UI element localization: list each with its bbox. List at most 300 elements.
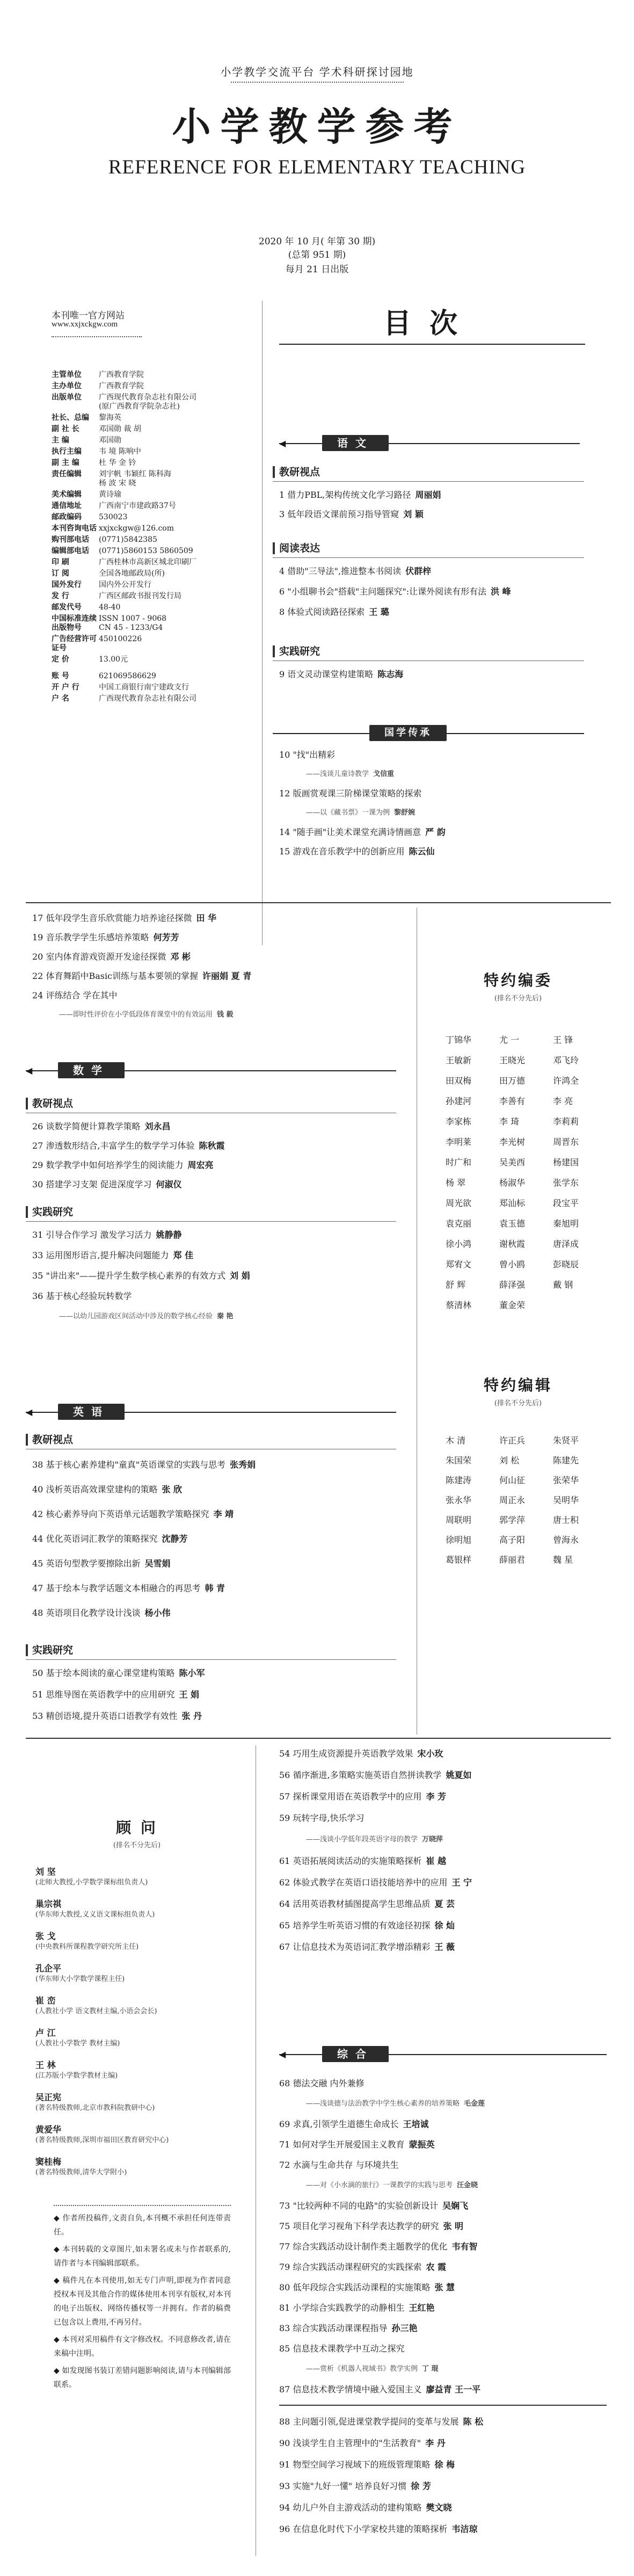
info-key: 国外发行 (52, 580, 82, 589)
toc-entry-author: 刘 颖 (403, 509, 424, 519)
toc-entry[interactable] (279, 2524, 477, 2535)
toc-entry[interactable] (279, 2119, 429, 2130)
issue-schedule: 每月 21 日出版 (285, 264, 349, 275)
info-value: 韦 境 陈响中 (99, 447, 141, 456)
advisor-desc: (华东师大教授,义义语文课标组负责人) (35, 1911, 155, 1919)
toc-entry[interactable] (279, 2160, 399, 2171)
toc-entry[interactable] (32, 952, 191, 962)
name-row (446, 1156, 596, 1168)
toc-entry[interactable] (279, 2323, 417, 2334)
person-name: 袁玉德 (499, 1218, 526, 1229)
person-name: 周正永 (499, 1495, 526, 1505)
arrow-icon: ◀ (26, 1407, 33, 1417)
toc-entry[interactable] (279, 2343, 404, 2354)
info-row (52, 371, 256, 380)
advisor-name: 张 戈 (35, 1931, 56, 1941)
name-row (446, 1278, 596, 1290)
toc-entry-title: 93 实施"九好一懂" 培养良好习惯 (279, 2481, 407, 2491)
info-row (52, 683, 256, 692)
toc-entry[interactable] (279, 1920, 455, 1931)
person-name: 刘 松 (499, 1455, 520, 1465)
toc-entry-author: 陈云仙 (409, 846, 435, 857)
copyright-notes (54, 2211, 231, 2395)
toc-entry-author: 沈静芳 (162, 1534, 188, 1544)
toc-entry-author: 王 璐 (369, 607, 389, 617)
toc-entry-author: 孙三艳 (391, 2323, 418, 2333)
toc-entry-title: 40 浅析英语高效课堂建构的策略 (32, 1484, 158, 1494)
info-row (52, 547, 256, 556)
person-name: 王 锋 (553, 1035, 573, 1045)
info-row (52, 569, 256, 578)
arrow-icon: ◀ (279, 2049, 286, 2059)
toc-entry-author: 戈信重 (373, 770, 395, 778)
toc-entry-author: 汪金晓 (457, 2181, 478, 2189)
toc-entry-author: 王 娟 (179, 1689, 200, 1700)
info-key: 美术编辑 (52, 490, 82, 499)
info-key: 订 阅 (52, 569, 69, 578)
toc-entry[interactable] (32, 1583, 225, 1594)
name-row (446, 1553, 596, 1565)
toc-entry-author: 张 明 (443, 2221, 464, 2231)
toc-entry[interactable] (279, 2481, 431, 2492)
info-row (52, 524, 256, 533)
info-key: 副 主 编 (52, 459, 79, 467)
info-key: 发 行 (52, 592, 69, 600)
info-value: xxjxckgw@126.com (99, 524, 174, 533)
advisor (35, 2092, 245, 2114)
sub-head-sx-1: 教研视点 (26, 1094, 396, 1113)
toc-entry[interactable] (279, 1877, 472, 1888)
person-name: 许鸿全 (553, 1076, 579, 1086)
toc-entry[interactable] (279, 1813, 365, 1824)
toc-entry-author: 李 丹 (425, 2438, 446, 2448)
toc-entry-title: 19 音乐教学学生乐感培养策略 (32, 932, 149, 942)
info-value: 广西现代教育杂志社有限公司 (原广西教育学院杂志社) (99, 393, 196, 411)
column-divider (262, 301, 263, 945)
advisor-desc: (人教社小学数学 教材主编) (35, 2040, 120, 2048)
toc-entry-title: 80 低年段综合实践活动课程的实施策略 (279, 2282, 431, 2292)
sub-head-sx-2: 实践研究 (26, 1203, 396, 1222)
name-row (446, 1533, 596, 1545)
toc-entry[interactable] (32, 1668, 205, 1679)
info-row (52, 580, 256, 590)
sub-head-yw-3: 实践研究 (273, 642, 584, 661)
toc-entry-title: 4 借助"三导法",推进整本书阅读 (279, 566, 402, 576)
toc-entry-author: 李 靖 (213, 1509, 234, 1519)
toc-entry-title: 62 体验式教学在英语口语技能培养中的应用 (279, 1877, 448, 1888)
toc-entry-title: ——赏析《机器人视域书》教学实例 (306, 2365, 418, 2373)
toc-entry[interactable] (279, 2078, 365, 2089)
toc-entry[interactable] (32, 1509, 234, 1520)
toc-entry[interactable] (279, 586, 511, 597)
info-value: 621069586629 (99, 672, 156, 680)
person-name: 田万德 (499, 1076, 526, 1086)
info-row (52, 413, 256, 423)
toc-entry[interactable] (279, 2139, 434, 2150)
toc-entry[interactable] (32, 1230, 182, 1240)
toc-entry-title: 24 评练结合 学在其中 (32, 990, 118, 1000)
toc-entry-title: 20 室内体育游戏资源开发途径探微 (32, 952, 166, 962)
info-value: 13.00元 (99, 655, 128, 664)
person-name: 郑宥文 (446, 1259, 472, 1269)
toc-entry-author: 夏 芸 (434, 1899, 455, 1909)
person-name: 孙建河 (446, 1096, 472, 1106)
person-name: 王晓光 (499, 1055, 526, 1065)
person-name: 徐小鸿 (446, 1239, 472, 1249)
toc-entry-title: 3 低年段语文课前预习指导管窥 (279, 509, 399, 519)
person-name: 周光欲 (446, 1198, 472, 1208)
name-row (446, 1237, 596, 1250)
person-name: 彭晓辰 (553, 1259, 579, 1269)
toc-entry[interactable] (279, 2241, 477, 2252)
advisor-desc: (中央教科所课程教学研究所主任) (35, 1943, 139, 1951)
toc-entry[interactable] (279, 2221, 463, 2232)
toc-entry-author: 樊文晓 (426, 2502, 452, 2513)
person-name: 李 琦 (499, 1116, 520, 1127)
info-row (52, 672, 256, 681)
toc-entry[interactable] (306, 1834, 443, 1845)
toc-entry-author: 周宏亮 (187, 1160, 214, 1170)
person-name: 杨建国 (553, 1157, 579, 1167)
toc-entry[interactable] (279, 750, 335, 760)
toc-entry[interactable] (32, 1460, 256, 1470)
toc-entry[interactable] (279, 607, 389, 618)
toc-entry-title: 22 体育舞蹈中Basic训练与基本要领的掌握 (32, 971, 199, 981)
name-row (446, 1513, 596, 1526)
toc-entry-title: 53 精创语境,提升英语口语教学有效性 (32, 1711, 178, 1721)
toc-entry-title: 50 基于绘本阅读的童心课堂建构策略 (32, 1668, 175, 1678)
website-label: 本刊唯一官方网站 (52, 310, 125, 321)
advisor (35, 1899, 245, 1920)
toc-entry[interactable] (32, 971, 251, 982)
toc-entry[interactable] (306, 769, 394, 780)
info-value: 广西南宁市建政路37号 (99, 502, 176, 510)
toc-entry-title: 77 综合实践活动设计制作类主题教学的优化 (279, 2241, 448, 2252)
name-row (446, 1054, 596, 1066)
toc-entry-title: 48 英语项目化教学设计浅谈 (32, 1608, 141, 1618)
toc-entry-author: 徐 梅 (434, 2459, 455, 2470)
name-row (446, 1196, 596, 1209)
toc-entry-author: 钱 毅 (217, 1011, 234, 1019)
note-paragraph: ◆ 本刊对采用稿件有文字修改权。不同意修改者,请在来稿中注明。 (54, 2335, 231, 2358)
info-value: 450100226 (99, 635, 142, 643)
toc-entry[interactable] (32, 1271, 250, 1281)
toc-entry-title: 54 巧用生成资源提升英语教学效果 (279, 1748, 413, 1759)
toc-entry[interactable] (279, 2438, 446, 2449)
advisor (35, 1931, 245, 1953)
toc-entry-author: 王红艳 (409, 2303, 435, 2313)
person-name: 吴明华 (553, 1495, 579, 1505)
toc-entry-title: 29 数学教学中如何培养学生的阅读能力 (32, 1160, 184, 1170)
person-name: 陈建先 (553, 1455, 579, 1465)
toc-entry-title: 64 活用英语教材插图提高学生思维品质 (279, 1899, 431, 1909)
name-row (446, 1135, 596, 1148)
info-value: 邓国勋 裁 胡 (99, 425, 141, 433)
person-name: 袁克丽 (446, 1218, 472, 1229)
toc-entry[interactable] (279, 2201, 468, 2211)
toc-entry-author: 廖益青 王一平 (426, 2384, 481, 2394)
slogan: 小学教学交流平台 学术科研探讨园地 (220, 66, 414, 78)
advisor-desc: (江苏版小学数学教材主编) (35, 2072, 118, 2080)
toc-entry[interactable] (279, 2417, 483, 2427)
toc-entry-author: 陈小军 (179, 1668, 205, 1678)
note-paragraph: ◆ 如发现图书装订差错问题影响阅读,请与本刊编辑部联系。 (54, 2367, 231, 2389)
toc-entry-author: 张秀娟 (230, 1460, 256, 1470)
toc-entry-author: 秦 艳 (217, 1312, 234, 1320)
person-name: 李 亮 (553, 1096, 573, 1106)
toc-entry[interactable] (32, 913, 216, 924)
toc-entry[interactable] (279, 1856, 446, 1867)
toc-entry[interactable] (32, 1250, 193, 1261)
advisor-desc: (著名特级教师,深圳市福田区教育研究中心) (35, 2136, 169, 2144)
toc-entry-author: 杨小伟 (144, 1608, 171, 1618)
info-value: 黄诗瑜 (99, 490, 121, 499)
person-name: 杨 翠 (446, 1178, 466, 1188)
toc-entry[interactable] (279, 566, 431, 577)
name-row (446, 1493, 596, 1506)
toc-entry-title: 17 低年段学生音乐欣赏能力培养途径探微 (32, 913, 192, 923)
page-divider (26, 902, 611, 903)
toc-entry[interactable] (32, 1179, 182, 1190)
toc-entry-title: ——以《藏书票》一课为例 (306, 809, 390, 817)
toc-entry[interactable] (32, 1484, 182, 1495)
person-name: 郑汕标 (499, 1198, 526, 1208)
toc-entry-title: 75 项目化学习视角下科学表达教学的研究 (279, 2221, 439, 2231)
info-row (52, 393, 256, 411)
slogan-divider (231, 82, 404, 83)
toc-entry[interactable] (32, 1121, 170, 1132)
toc-entry-title: ——对《小水滴的旅行》一课教学的实践与思考 (306, 2181, 453, 2189)
toc-entry[interactable] (59, 1010, 234, 1020)
toc-entry-author: 王 宁 (451, 1877, 472, 1888)
advisor-name: 王 林 (35, 2060, 56, 2070)
editors-note: (排名不分先后) (494, 995, 542, 1003)
info-key: 购刊部电话 (52, 535, 89, 544)
toc-entry-title: ——浅谈儿童诗教学 (306, 770, 369, 778)
toc-entry-title: 10 "找"出精彩 (279, 750, 336, 760)
website-url[interactable]: www.xxjxckgw.com (52, 320, 118, 329)
info-value: 48-40 (99, 603, 121, 612)
section-label: 语文 (322, 435, 389, 451)
toc-entry-title: 51 思维导图在英语教学中的应用研究 (32, 1689, 175, 1700)
person-name: 朱贤平 (553, 1435, 579, 1446)
toc-entry[interactable] (279, 1748, 443, 1759)
section-label: 综合 (322, 2046, 389, 2062)
toc-entry-author: 张 丹 (181, 1711, 202, 1721)
info-key: 中国标准连续出版物号 (52, 614, 97, 632)
advisor-name: 巢宗祺 (35, 1899, 62, 1909)
person-name: 高子阳 (499, 1535, 526, 1545)
toc-entry-title: 31 引导合作学习 激发学习活力 (32, 1230, 152, 1240)
toc-entry[interactable] (59, 1311, 234, 1322)
advisors-title: 顾 问 (116, 1819, 158, 1837)
name-row (446, 1074, 596, 1086)
info-key: 主管单位 (52, 371, 82, 379)
toc-entry[interactable] (279, 1942, 455, 1953)
toc-entry[interactable] (279, 490, 441, 500)
toc-entry[interactable] (279, 669, 403, 680)
toc-entry-author: 姚夏如 (446, 1770, 472, 1780)
info-row (52, 436, 256, 445)
person-name: 葛银样 (446, 1555, 472, 1565)
toc-entry[interactable] (279, 2459, 455, 2470)
toc-entry[interactable] (279, 2303, 434, 2313)
advisor (35, 2028, 245, 2049)
toc-entry-author: 郑 佳 (173, 1250, 194, 1260)
toc-entry[interactable] (306, 2364, 439, 2375)
toc-entry-author: 刘永昌 (144, 1121, 171, 1131)
name-row (446, 1094, 596, 1107)
info-value: ISSN 1007 - 9068 CN 45 - 1233/G4 (99, 614, 167, 632)
toc-entry-title: 68 德法交融 内外兼修 (279, 2078, 365, 2088)
toc-entry-title: 83 综合实践活动课课程指导 (279, 2323, 388, 2333)
sub-head-yy-2: 实践研究 (26, 1641, 396, 1660)
info-row (52, 459, 256, 468)
toc-entry[interactable] (306, 2180, 478, 2191)
info-row (52, 425, 256, 434)
toc-entry-title: 30 搭建学习支架 促进深度学习 (32, 1179, 152, 1189)
person-name: 戴 钢 (553, 1280, 573, 1290)
toc-entry[interactable] (279, 509, 424, 520)
advisor (35, 2157, 245, 2178)
toc-entry[interactable] (279, 788, 421, 799)
person-name: 段宝平 (553, 1198, 579, 1208)
note-paragraph: ◆ 作者所投稿件,文责自负,本刊概不承担任何连带责任。 (54, 2214, 231, 2237)
toc-entry[interactable] (32, 1534, 187, 1544)
toc-entry-title: ——浅谈小学低年段英语字母的教学 (306, 1835, 418, 1844)
toc-entry-title: 42 核心素养导向下英语单元话题教学策略探究 (32, 1509, 209, 1519)
toc-entry-author: 严 韵 (425, 827, 446, 837)
toc-entry-author: 洪 峰 (491, 586, 511, 597)
toc-entry[interactable] (279, 1791, 446, 1802)
toc-entry-title: 27 渗透数形结合,丰富学生的数学学习体验 (32, 1141, 195, 1151)
toc-entry[interactable] (279, 827, 446, 838)
person-name: 许正兵 (499, 1435, 526, 1446)
toc-entry[interactable] (32, 1558, 170, 1569)
person-name: 魏 星 (553, 1555, 573, 1565)
info-row (52, 470, 256, 488)
toc-entry-author: 宋小玫 (417, 1748, 443, 1759)
toc-entry[interactable] (279, 2384, 480, 2395)
info-row (52, 558, 256, 567)
toc-entry-author: 刘 娟 (230, 1271, 250, 1281)
toc-entry[interactable] (32, 1711, 202, 1722)
info-row (52, 592, 256, 601)
toc-entry-title: ——即时性评价在小学低段体育课堂中的有效运用 (59, 1011, 213, 1019)
advisor (35, 1963, 245, 1985)
toc-entry[interactable] (32, 932, 179, 943)
toc-entry[interactable] (306, 808, 415, 818)
advisor-name: 吴正宪 (35, 2092, 62, 2102)
advisor-name: 卢 江 (35, 2028, 56, 2038)
person-name: 秦旭明 (553, 1218, 579, 1229)
info-row (52, 502, 256, 511)
toc-entry-title: 12 版画赏观课三阶梯课堂策略的探索 (279, 788, 422, 799)
toc-entry-author: 徐 灿 (434, 1920, 455, 1931)
info-row (52, 382, 256, 391)
toc-entry-author: 何芳芳 (153, 932, 179, 942)
toc-entry-title: 81 小学综合实践教学的动静相生 (279, 2303, 405, 2313)
toc-entry[interactable] (306, 2099, 485, 2109)
name-row (446, 1115, 596, 1127)
toc-entry-title: 88 主问题引领,促进课堂教学提问的变革与发展 (279, 2417, 459, 2427)
toc-entry-title: 59 玩转字母,快乐学习 (279, 1813, 365, 1823)
toc-entry[interactable] (279, 1899, 455, 1910)
toc-entry-title: 91 物型空间学习视域下的班级管理策略 (279, 2459, 431, 2470)
name-row (446, 1434, 596, 1446)
toc-entry[interactable] (32, 1608, 170, 1619)
toc-entry-title: 69 求真,引领学生道德生命成长 (279, 2119, 399, 2129)
advisor-name: 窦桂梅 (35, 2157, 62, 2167)
toc-entry-author: 陈志海 (377, 669, 404, 679)
toc-entry-author: 周丽娟 (415, 490, 441, 500)
toc-entry-title: 72 水滴与生命共存 与环境共生 (279, 2160, 399, 2170)
toc-entry[interactable] (279, 2282, 455, 2293)
journal-title-en: REFERENCE FOR ELEMENTARY TEACHING (108, 156, 526, 178)
info-key: 出版单位 (52, 393, 82, 402)
info-key: 账 号 (52, 672, 69, 680)
info-key: 社长、总编 (52, 413, 89, 422)
toc-entry-title: 73 "比较两种不同的电路"的实验创新设计 (279, 2201, 439, 2211)
toc-entry[interactable] (279, 846, 434, 857)
info-key: 户 名 (52, 694, 69, 703)
person-name: 张荣华 (553, 1475, 579, 1485)
toc-heading: 目次 (383, 307, 476, 340)
info-value: 广西现代教育杂志社有限公司 (99, 694, 196, 703)
section-yuwen (279, 435, 580, 452)
toc-entry-author: 李 芳 (426, 1791, 447, 1802)
info-row (52, 490, 256, 499)
toc-entry[interactable] (32, 1291, 132, 1302)
info-key: 广告经营许可证号 (52, 635, 97, 652)
toc-entry[interactable] (279, 2262, 446, 2273)
toc-entry[interactable] (32, 1160, 213, 1171)
person-name: 曾小鸥 (499, 1259, 526, 1269)
person-name: 郭学萍 (499, 1515, 526, 1525)
toc-entry-title: 65 培养学生听英语习惯的有效途径初探 (279, 1920, 431, 1931)
toc-entry[interactable] (32, 1141, 225, 1151)
person-name: 李善有 (499, 1096, 526, 1106)
info-row (52, 603, 256, 612)
toc-entry[interactable] (279, 2502, 451, 2513)
toc-entry-author: 吴娴飞 (442, 2201, 469, 2211)
info-row (52, 447, 256, 456)
toc-entry-author: 伏群梓 (405, 566, 432, 576)
toc-entry[interactable] (32, 1689, 199, 1700)
info-key: 主办单位 (52, 382, 82, 390)
toc-entry-author: 王 薇 (434, 1942, 455, 1952)
person-name: 朱国荣 (446, 1455, 472, 1465)
person-name: 吴美西 (499, 1157, 526, 1167)
person-name: 蔡清林 (446, 1300, 472, 1310)
toc-entry-title: 45 英语句型教学要擦除出新 (32, 1558, 141, 1569)
notes-divider (54, 2205, 231, 2206)
person-name: 周晋东 (553, 1137, 579, 1147)
person-name: 周联明 (446, 1515, 472, 1525)
toc-entry[interactable] (32, 990, 118, 1001)
info-value: 广西区邮政书报刊发行局 (99, 592, 181, 600)
person-name: 陈建涛 (446, 1475, 472, 1485)
toc-entry-author: 张 慧 (434, 2282, 455, 2292)
advisor-desc: (著名特级教师,清华大学附小) (35, 2168, 127, 2176)
toc-entry-author: 崔 越 (426, 1856, 447, 1866)
toc-entry-title: 47 基于绘本与教学话题文本相融合的再思考 (32, 1583, 201, 1593)
toc-entry[interactable] (279, 1770, 472, 1781)
advisors-note: (排名不分先后) (113, 1841, 161, 1849)
toc-entry-title: 56 循序渐进,多策略实施英语自然拼读教学 (279, 1770, 442, 1780)
toc-entry-author: 农 霞 (426, 2262, 447, 2272)
section-label: 数学 (58, 1062, 125, 1078)
